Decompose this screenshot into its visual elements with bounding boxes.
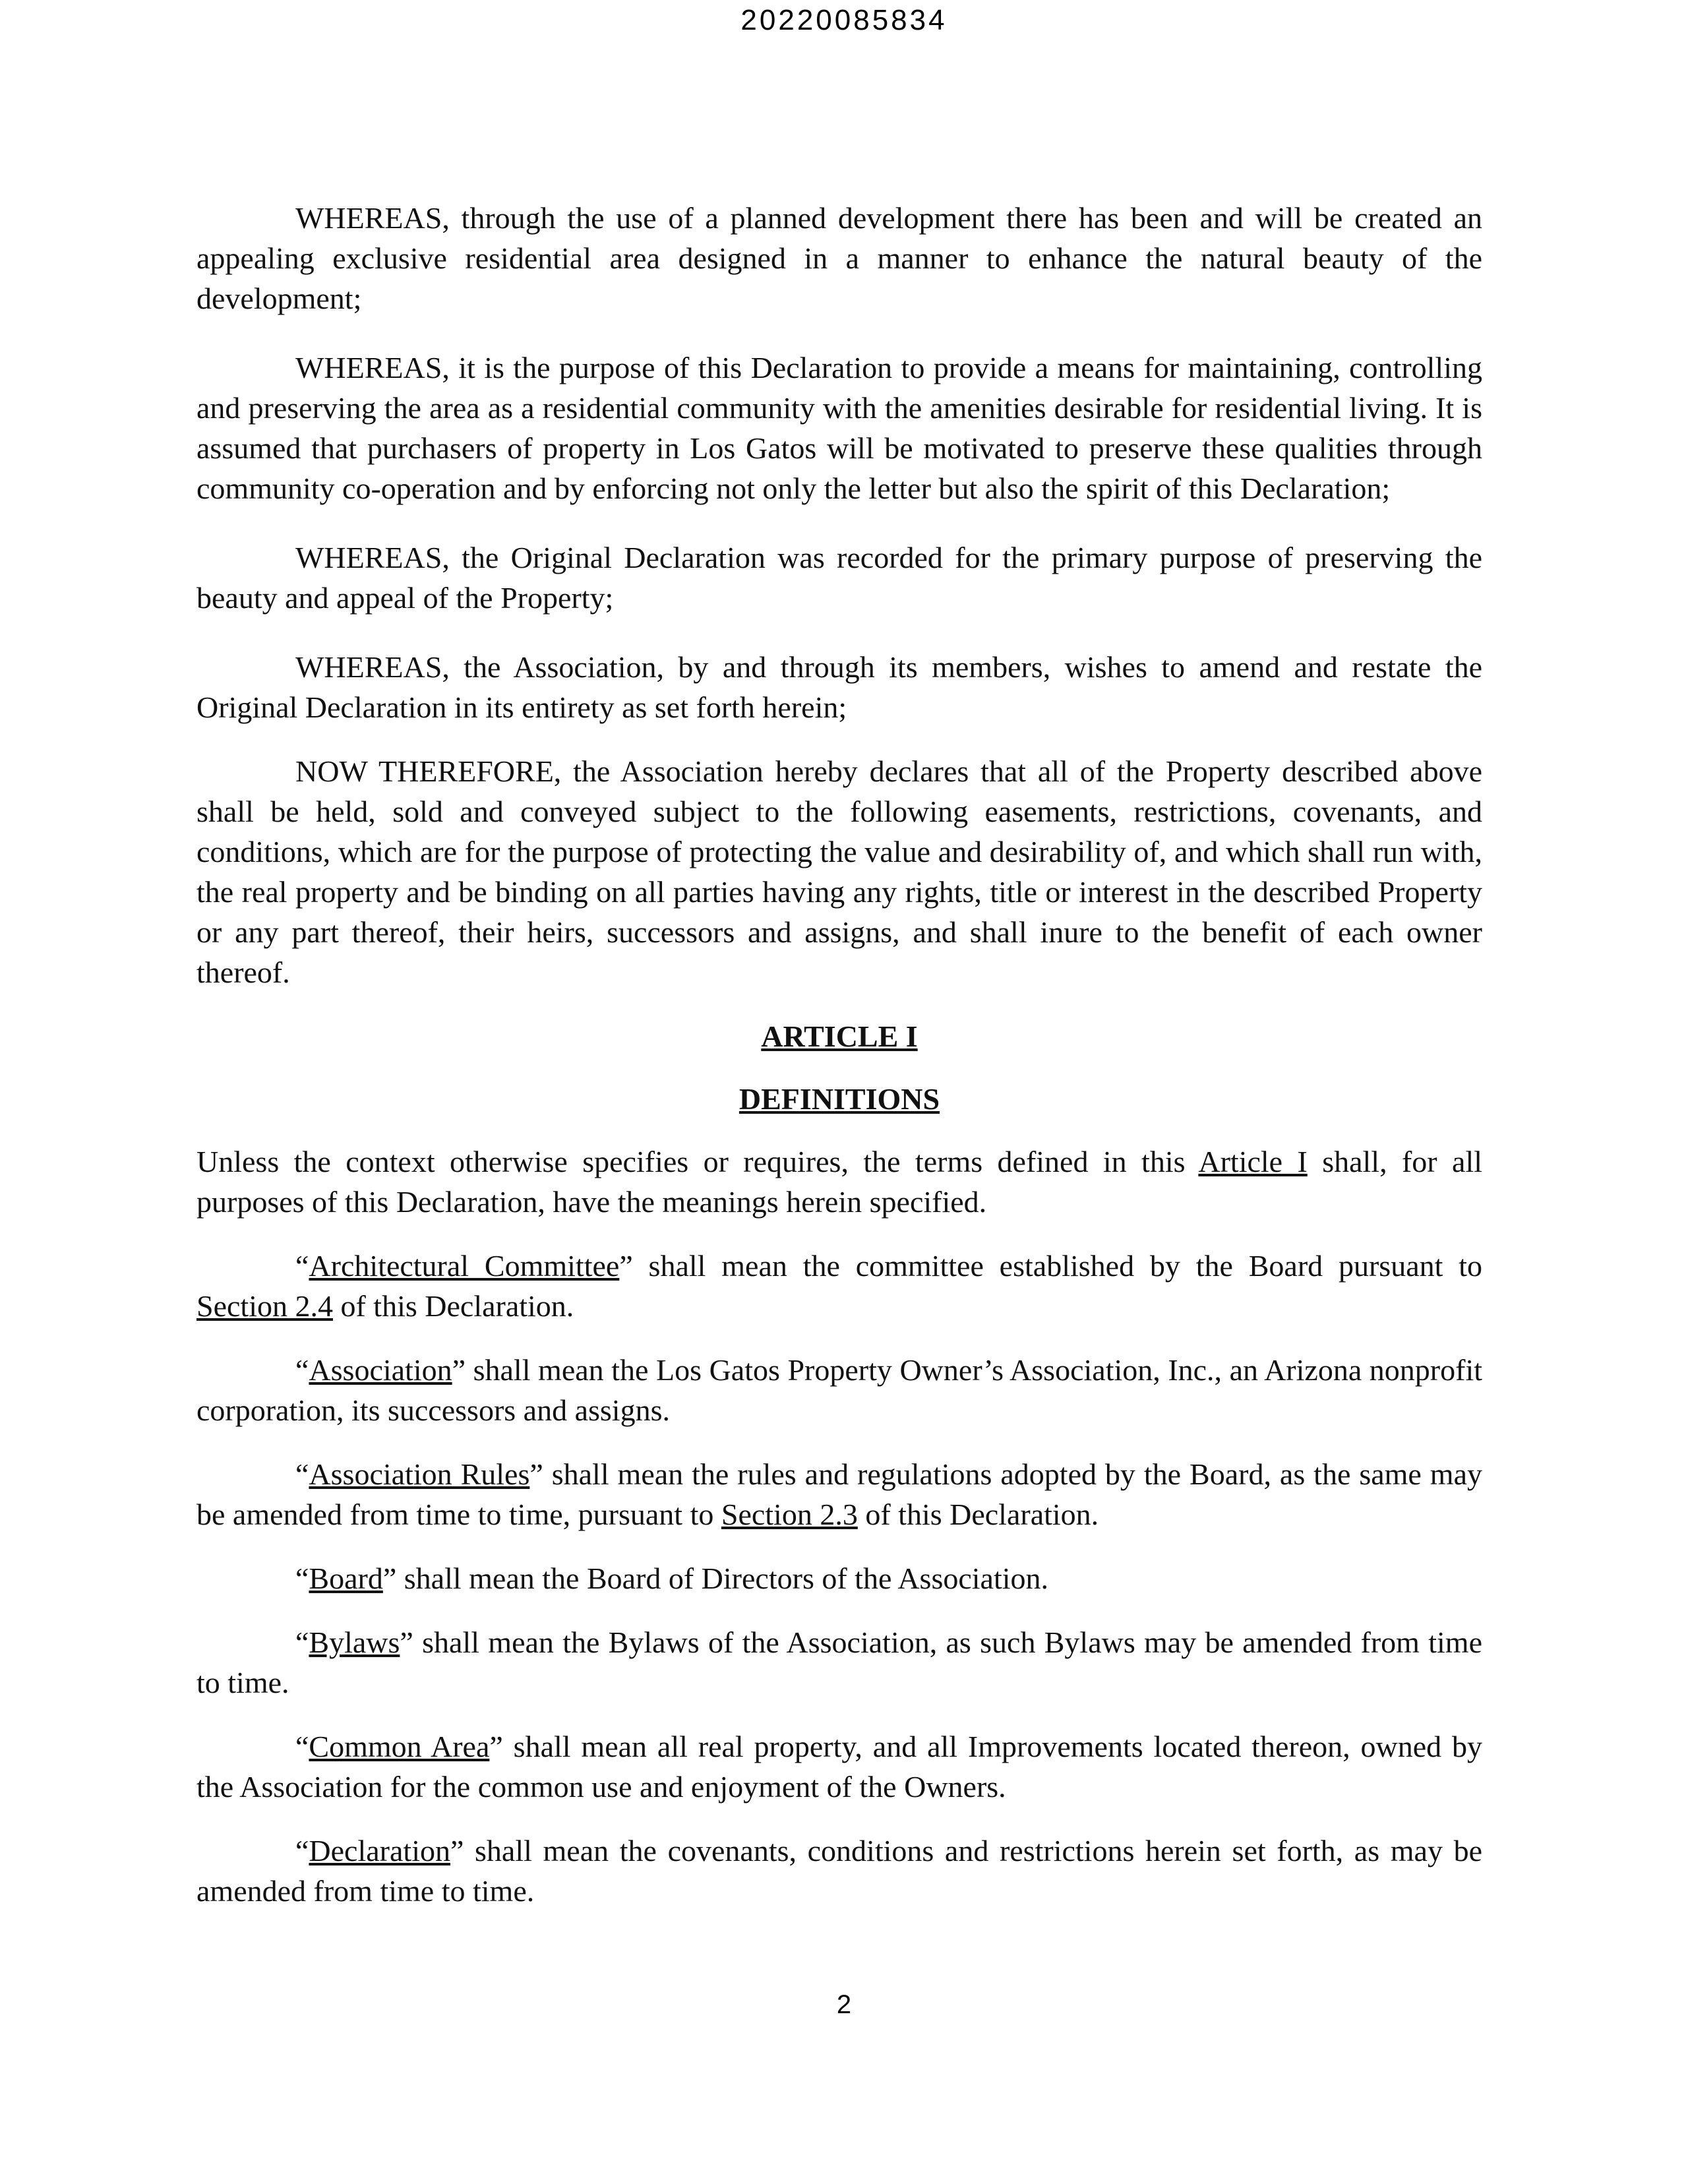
now-therefore-paragraph: NOW THEREFORE, the Association hereby declares that all of the Property described above shall be held, sold and conveyed subject to the following easements, restrictions, covenants, and conditions, which are for the purpose of protecting the value and desirability of, and which shall run with, the real property and be binding on all parties having any rights, title or interest in the described Property or any part thereof, their heirs, successors and assigns, and shall inure to the benefit of each owner thereof. bbox=[196, 754, 1482, 989]
section-reference: Section 2.4 bbox=[196, 1289, 333, 1323]
definition-architectural-committee: “Architectural Committee” shall mean the committee established by the Board pursuant to Section 2.4 of this Declaration. bbox=[196, 1249, 1483, 1323]
definition-term: Architectural Committee bbox=[309, 1249, 620, 1283]
definition-term: Association bbox=[309, 1353, 452, 1387]
definition-text-end: of this Declaration. bbox=[332, 1289, 574, 1323]
article-subtitle: DEFINITIONS bbox=[738, 1082, 940, 1116]
definition-term: Common Area bbox=[309, 1730, 490, 1763]
definition-term: Declaration bbox=[309, 1834, 450, 1867]
definition-text-end: of this Declaration. bbox=[857, 1498, 1099, 1531]
definitions-intro bbox=[196, 1141, 1482, 1222]
definition-association-rules: “Association Rules” shall mean the rules and regulations adopted by the Board, as the same may be amended from time to time, pursuant to Section 2.3 of this Declaration. bbox=[196, 1457, 1482, 1531]
recording-number: 20220085834 bbox=[740, 4, 948, 36]
definition-term: Association Rules bbox=[309, 1457, 530, 1491]
whereas-paragraph-4: WHEREAS, the Association, by and through its members, wishes to amend and restate the Original Declaration in its entirety as set forth herein; bbox=[196, 650, 1482, 724]
definition-association: “Association” shall mean the Los Gatos Property Owner’s Association, Inc., an Arizona nonprofit corporation, its successors and assigns. bbox=[196, 1353, 1482, 1427]
section-reference: Section 2.3 bbox=[721, 1498, 858, 1531]
definition-declaration: “Declaration” shall mean the covenants, conditions and restrictions herein set forth, as may be amended from time to time. bbox=[196, 1834, 1482, 1908]
definition-term: Board bbox=[309, 1562, 383, 1595]
intro-text-after: shall, for all purposes of this Declaration, have the meanings herein specified. bbox=[196, 1145, 1483, 1219]
definition-text: ” shall mean the rules and regulations adopted by the Board, as the same may be amended from time to time, pursuant to bbox=[196, 1457, 1482, 1531]
definition-text: ” shall mean all real property, and all Improvements located thereon, owned by the Association for the common use and enjoyment of the Owners. bbox=[196, 1730, 1483, 1804]
definition-bylaws: “Bylaws” shall mean the Bylaws of the Association, as such Bylaws may be amended from time to time. bbox=[196, 1625, 1482, 1699]
whereas-paragraph-3: WHEREAS, the Original Declaration was recorded for the primary purpose of preserving the beauty and appeal of the Property; bbox=[196, 541, 1482, 615]
whereas-paragraph-1: WHEREAS, through the use of a planned development there has been and will be created an appealing exclusive residential area designed in a manner to enhance the natural beauty of the development; bbox=[196, 201, 1482, 315]
definition-text: ” shall mean the covenants, conditions and restrictions herein set forth, as may be amended from time to time. bbox=[196, 1834, 1482, 1908]
article-title: ARTICLE I bbox=[761, 1019, 918, 1053]
definition-term: Bylaws bbox=[309, 1625, 400, 1659]
definition-text: ” shall mean the committee established by the Board pursuant to bbox=[619, 1249, 1483, 1283]
document-body bbox=[196, 198, 1482, 1935]
article-reference: Article I bbox=[1198, 1145, 1308, 1178]
definition-common-area: “Common Area” shall mean all real property, and all Improvements located thereon, owned by the Association for the common use and enjoyment of the Owners. bbox=[196, 1730, 1483, 1804]
definition-text: ” shall mean the Los Gatos Property Owner’s Association, Inc., an Arizona nonprofit corporation, its successors and assigns. bbox=[196, 1353, 1482, 1427]
whereas-paragraph-2: WHEREAS, it is the purpose of this Declaration to provide a means for maintaining, controlling and preserving the area as a residential community with the amenities desirable for residential living. It is assumed that purchasers of property in Los Gatos will be motivated to preserve these qualities through community co-operation and by enforcing not only the letter but also the spirit of this Declaration; bbox=[196, 351, 1482, 505]
definition-board: “Board” shall mean the Board of Directors of the Association. bbox=[295, 1562, 1049, 1595]
definition-text: ” shall mean the Board of Directors of the Association. bbox=[382, 1562, 1049, 1595]
intro-text-before: Unless the context otherwise specifies or requires, the terms defined in this bbox=[196, 1145, 1199, 1178]
definition-text: ” shall mean the Bylaws of the Association, as such Bylaws may be amended from time to time. bbox=[196, 1625, 1482, 1699]
page-number: 2 bbox=[836, 1990, 852, 2019]
